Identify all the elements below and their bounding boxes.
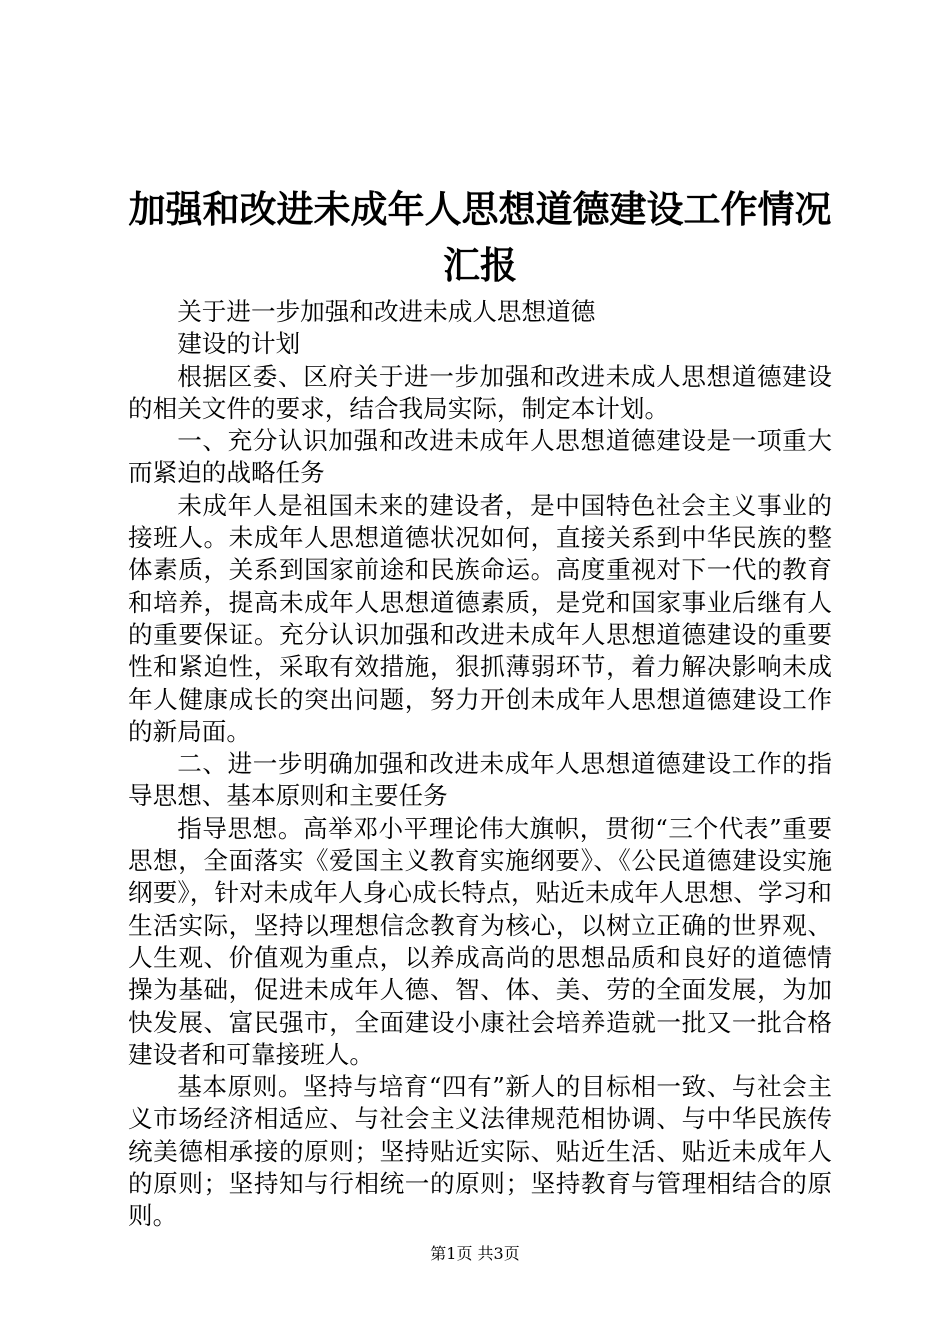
section-heading: 一、充分认识加强和改进未成年人思想道德建设是一项重大而紧迫的战略任务 <box>128 426 832 488</box>
body-paragraph: 指导思想。高举邓小平理论伟大旗帜，贯彻“三个代表”重要思想，全面落实《爱国主义教育实施纲要》、《公民道德建设实施纲要》，针对未成年人身心成长特点，贴近未成年人思想、学习和生活实际，坚持以理想信念教育为核心，以树立正确的世界观、人生观、价值观为重点，以养成高尚的思想品质和良好的道德情操为基础，促进未成年人德、智、体、美、劳的全面发展，为加快发展、富民强市，全面建设小康社会培养造就一批又一批合格建设者和可靠接班人。 <box>128 813 832 1069</box>
body-paragraph: 建设的计划 <box>177 329 301 359</box>
body-paragraph: 未成年人是祖国未来的建设者，是中国特色社会主义事业的接班人。未成年人思想道德状况如何，直接关系到中华民族的整体素质，关系到国家前途和民族命运。高度重视对下一代的教育和培养，提高未成年人思想道德素质，是党和国家事业后继有人的重要保证。充分认识加强和改进未成年人思想道德建设的重要性和紧迫性，采取有效措施，狠抓薄弱环节，着力解决影响未成年人健康成长的突出问题，努力开创未成年人思想道德建设工作的新局面。 <box>128 490 832 746</box>
page-number-footer: 第1页 共3页 <box>430 1244 520 1263</box>
body-paragraph: 基本原则。坚持与培育“四有”新人的目标相一致、与社会主义市场经济相适应、与社会主义法律规范相协调、与中华民族传统美德相承接的原则；坚持贴近实际、贴近生活、贴近未成年人的原则；坚持知与行相统一的原则；坚持教育与管理相结合的原则。 <box>128 1072 832 1231</box>
document-body <box>128 296 832 1233</box>
section-heading: 二、进一步明确加强和改进未成年人思想道德建设工作的指导思想、基本原则和主要任务 <box>128 749 832 811</box>
body-paragraph: 根据区委、区府关于进一步加强和改进未成人思想道德建设的相关文件的要求，结合我局实际，制定本计划。 <box>128 361 832 423</box>
document-title: 加强和改进未成年人思想道德建设工作情况汇报 <box>128 188 832 287</box>
body-paragraph: 关于进一步加强和改进未成人思想道德 <box>177 297 596 326</box>
